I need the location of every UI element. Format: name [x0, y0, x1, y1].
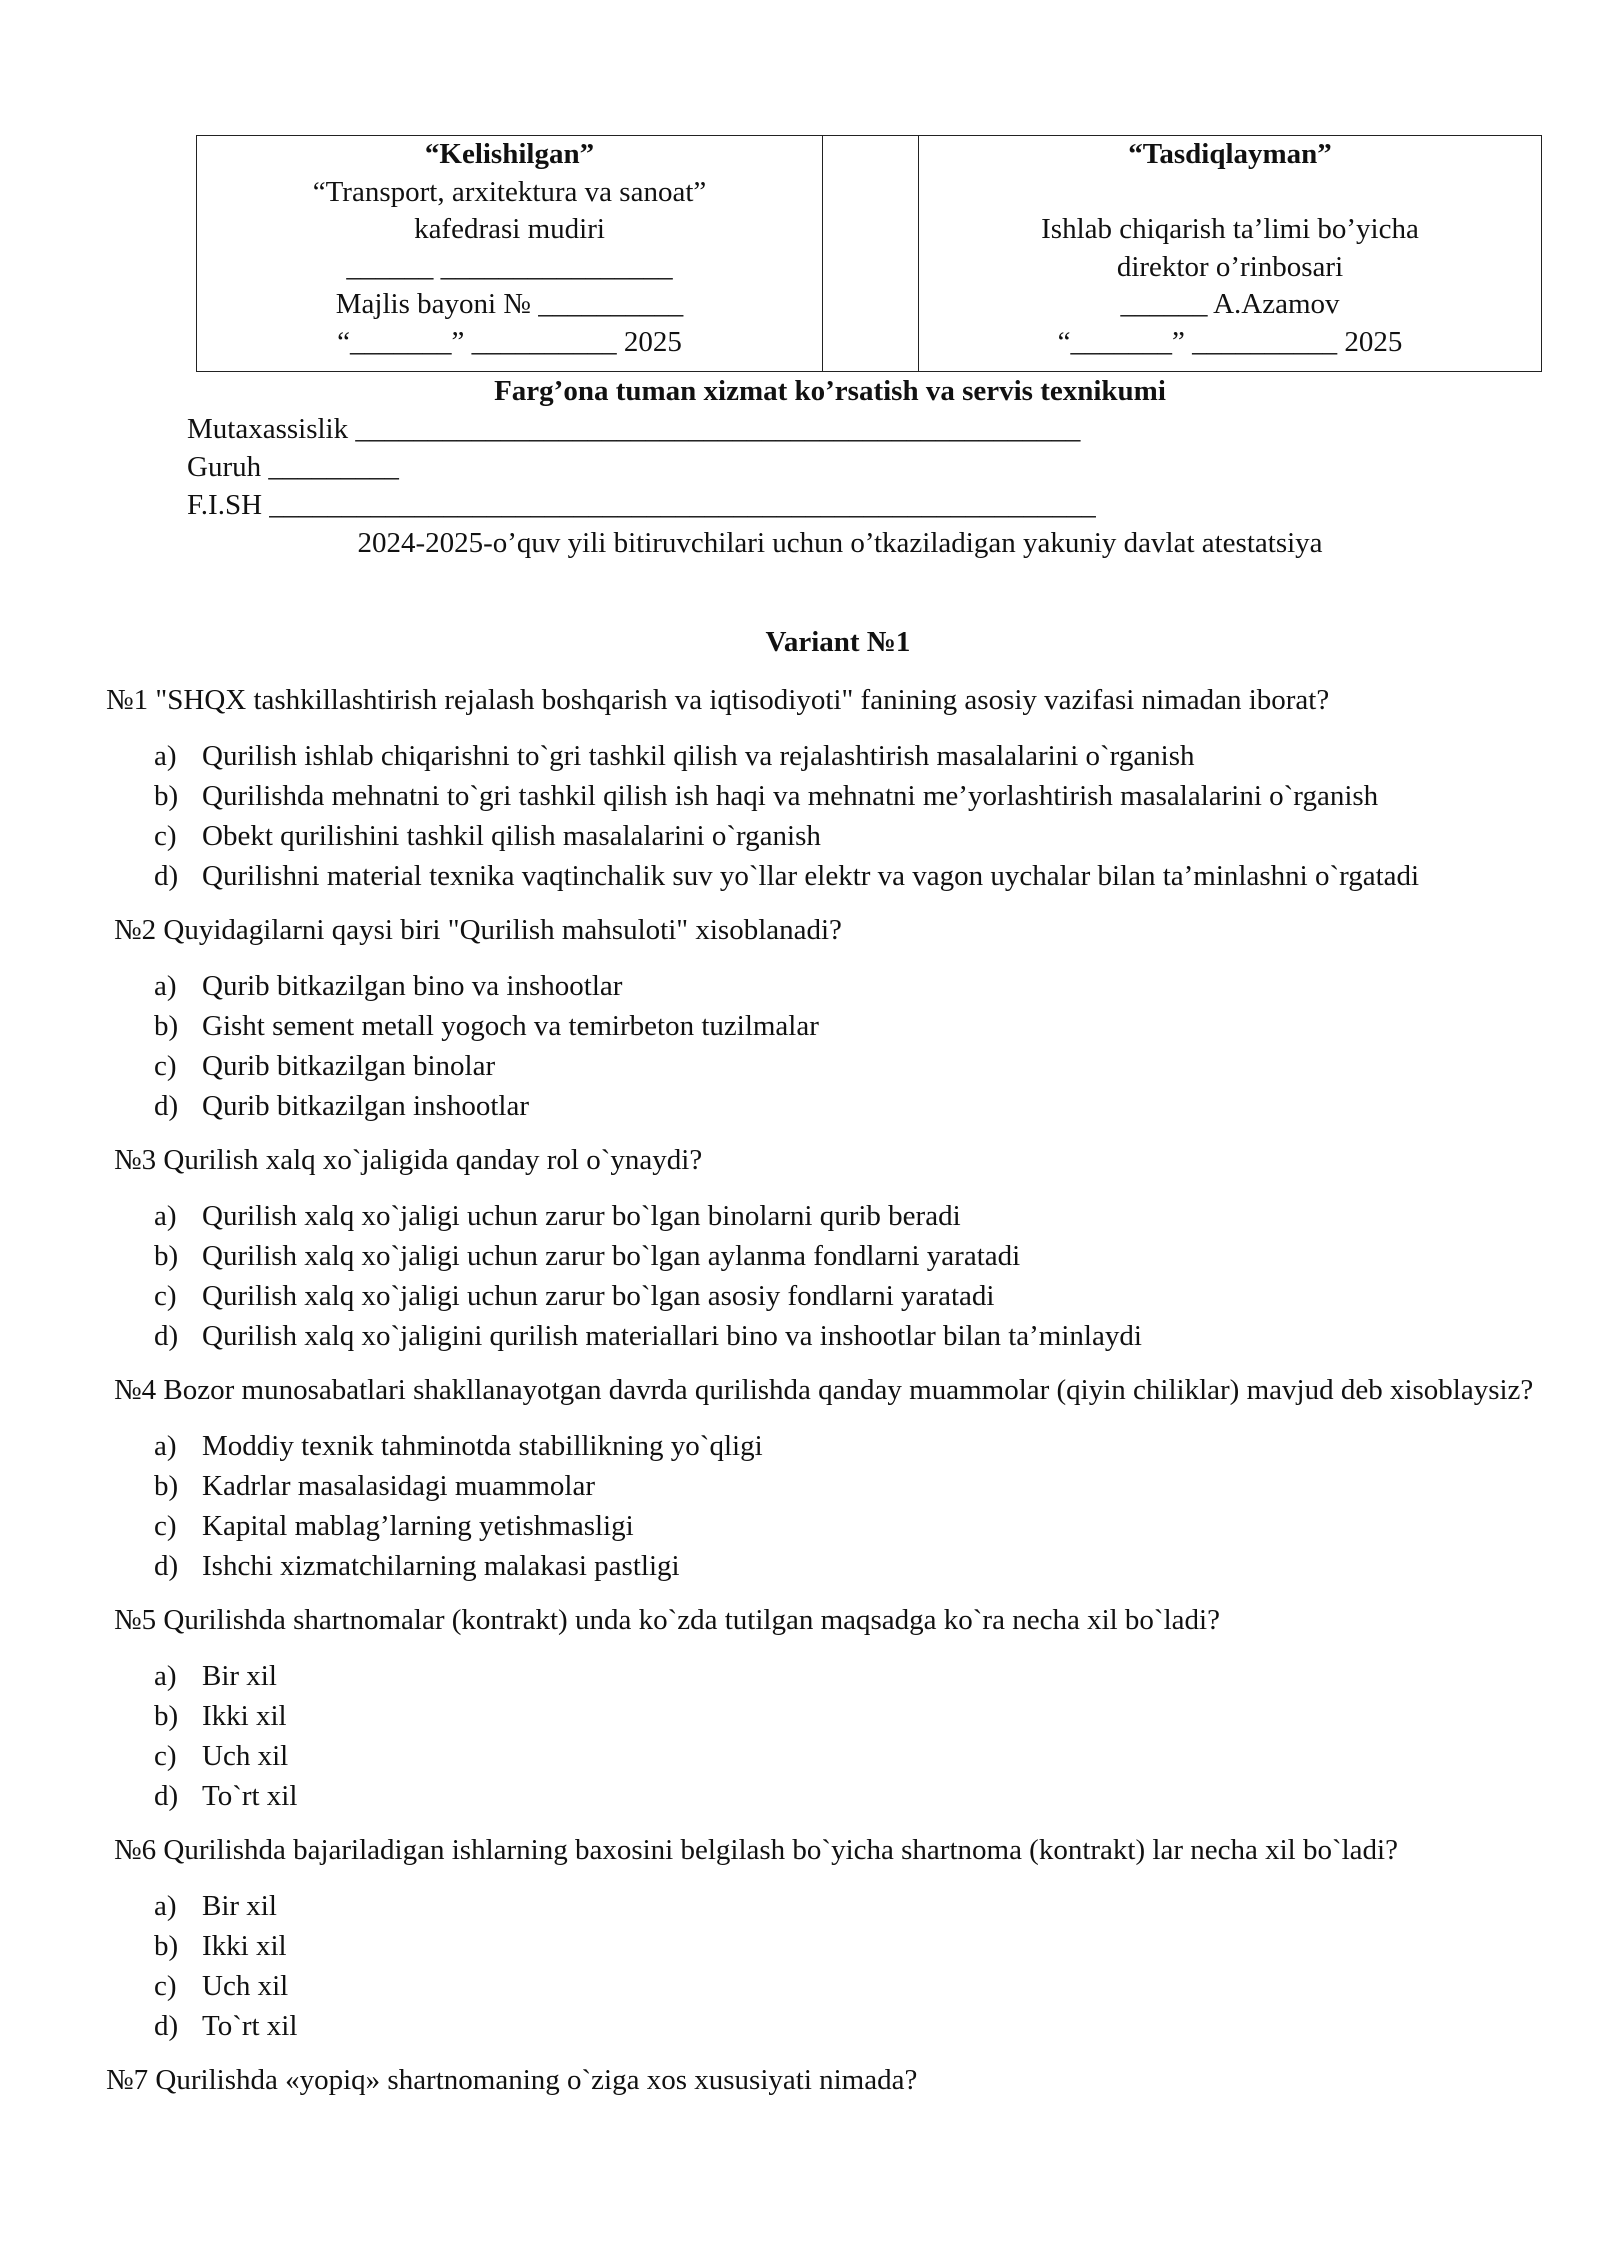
- approval-spacer-cell: [822, 136, 919, 371]
- option-text: Kadrlar masalasidagi muammolar: [202, 1470, 595, 1502]
- answer-option: [106, 856, 1576, 896]
- answer-options: [106, 966, 1576, 1126]
- answer-option: [106, 1196, 1576, 1236]
- option-text: Qurilish ishlab chiqarishni to`gri tashkil qilish va rejalashtirish masalalarini o`rganish: [202, 740, 1195, 772]
- option-text: Uch xil: [202, 1970, 289, 2002]
- answer-options: [106, 1426, 1576, 1586]
- option-text: Qurilishni material texnika vaqtinchalik suv yo`llar elektr va vagon uychalar bilan ta’minlashni o`rgatadi: [202, 860, 1420, 892]
- answer-option: [106, 1736, 1576, 1776]
- option-text: Kapital mablag’larning yetishmasligi: [202, 1510, 634, 1542]
- option-letter: c): [154, 1510, 177, 1542]
- approval-right-title: “Tasdiqlayman”: [1128, 138, 1332, 170]
- approval-left-line: kafedrasi mudiri: [414, 213, 605, 245]
- option-letter: c): [154, 820, 177, 852]
- answer-option: [106, 1886, 1576, 1926]
- approval-left-title: “Kelishilgan”: [424, 138, 595, 170]
- answer-option: [106, 1276, 1576, 1316]
- option-letter: a): [154, 740, 177, 772]
- answer-option: [106, 1086, 1576, 1126]
- approval-left-protocol-line: Majlis bayoni № __________: [335, 288, 684, 320]
- option-letter: a): [154, 970, 177, 1002]
- answer-options: [106, 1886, 1576, 2046]
- option-text: Moddiy texnik tahminotda stabillikning yo`qligi: [202, 1430, 763, 1462]
- option-letter: c): [154, 1280, 177, 1312]
- option-letter: b): [154, 1010, 179, 1042]
- answer-options: [106, 1656, 1576, 1816]
- option-letter: c): [154, 1740, 177, 1772]
- option-text: Ikki xil: [202, 1930, 287, 1962]
- answer-option: [106, 1006, 1576, 1046]
- option-letter: d): [154, 860, 179, 892]
- answer-option: [106, 1316, 1576, 1356]
- option-text: Gisht sement metall yogoch va temirbeton tuzilmalar: [202, 1010, 819, 1042]
- option-letter: b): [154, 1700, 179, 1732]
- option-letter: b): [154, 1240, 179, 1272]
- option-letter: a): [154, 1430, 177, 1462]
- approval-left-signature-line: ______ ________________: [346, 250, 673, 283]
- answer-option: [106, 1696, 1576, 1736]
- option-letter: b): [154, 780, 179, 812]
- approval-right-signature-line: ______ A.Azamov: [1120, 288, 1340, 320]
- specialty-field: Mutaxassislik __________________________________________________: [187, 413, 1081, 445]
- option-letter: a): [154, 1890, 177, 1922]
- option-letter: a): [154, 1660, 177, 1692]
- option-text: Qurilishda mehnatni to`gri tashkil qilish ish haqi va mehnatni me’yorlashtirish masalalarini o`rganish: [202, 780, 1379, 812]
- answer-option: [106, 966, 1576, 1006]
- answer-option: [106, 1546, 1576, 1586]
- option-text: Qurilish xalq xo`jaligi uchun zarur bo`lgan aylanma fondlarni yaratadi: [202, 1240, 1021, 1272]
- option-letter: c): [154, 1050, 177, 1082]
- question-text: №6 Qurilishda bajariladigan ishlarning baxosini belgilash bo`yicha shartnoma (kontrakt) lar necha xil bo`ladi?: [114, 1834, 1398, 1866]
- question-text: №1 "SHQX tashkillashtirish rejalash boshqarish va iqtisodiyoti" fanining asosiy vazifasi nimadan iborat?: [106, 684, 1330, 716]
- variant-heading: Variant №1: [765, 626, 911, 658]
- approval-left-date-line: “_______” __________ 2025: [337, 325, 682, 358]
- option-letter: a): [154, 1200, 177, 1232]
- option-text: To`rt xil: [202, 1780, 298, 1812]
- exam-subtitle: 2024-2025-o’quv yili bitiruvchilari uchun o’tkaziladigan yakuniy davlat atestatsiya: [357, 527, 1323, 559]
- approval-table: [196, 135, 1542, 372]
- option-letter: b): [154, 1470, 179, 1502]
- answer-option: [106, 1426, 1576, 1466]
- answer-options: [106, 1196, 1576, 1356]
- approval-left-line: “Transport, arxitektura va sanoat”: [312, 175, 707, 208]
- option-text: Qurib bitkazilgan inshootlar: [202, 1090, 529, 1122]
- option-text: Uch xil: [202, 1740, 289, 1772]
- question-text: №5 Qurilishda shartnomalar (kontrakt) unda ko`zda tutilgan maqsadga ko`ra necha xil bo`ladi?: [114, 1604, 1220, 1636]
- option-letter: d): [154, 1090, 179, 1122]
- answer-option: [106, 776, 1576, 816]
- option-text: Ishchi xizmatchilarning malakasi pastligi: [202, 1550, 680, 1582]
- option-letter: d): [154, 2010, 179, 2042]
- answer-option: [106, 816, 1576, 856]
- option-text: Bir xil: [202, 1890, 277, 1922]
- question-text: №2 Quyidagilarni qaysi biri "Qurilish mahsuloti" xisoblanadi?: [114, 914, 842, 946]
- option-text: Ikki xil: [202, 1700, 287, 1732]
- approval-right-line: Ishlab chiqarish ta’limi bo’yicha: [1041, 213, 1419, 245]
- option-letter: d): [154, 1780, 179, 1812]
- option-text: Qurilish xalq xo`jaligi uchun zarur bo`lgan binolarni qurib beradi: [202, 1200, 961, 1232]
- answer-option: [106, 2006, 1576, 2046]
- answer-option: [106, 1236, 1576, 1276]
- answer-option: [106, 1466, 1576, 1506]
- answer-option: [106, 1506, 1576, 1546]
- answer-option: [106, 1656, 1576, 1696]
- approval-right-cell: [919, 136, 1541, 371]
- option-letter: b): [154, 1930, 179, 1962]
- approval-right-line: direktor o’rinbosari: [1116, 250, 1344, 283]
- question-text: №4 Bozor munosabatlari shakllanayotgan davrda qurilishda qanday muammolar (qiyin chiliklar) mavjud deb xisoblaysiz?: [114, 1374, 1534, 1406]
- answer-option: [106, 1926, 1576, 1966]
- question-text: №7 Qurilishda «yopiq» shartnomaning o`ziga xos xususiyati nimada?: [106, 2064, 918, 2096]
- approval-right-date-line: “_______” __________ 2025: [1057, 325, 1403, 358]
- question-text: №3 Qurilish xalq xo`jaligida qanday rol o`ynaydi?: [114, 1144, 703, 1176]
- answer-option: [106, 1046, 1576, 1086]
- name-field: F.I.SH _________________________________________________________: [187, 489, 1096, 521]
- option-text: Bir xil: [202, 1660, 277, 1692]
- option-letter: d): [154, 1550, 179, 1582]
- option-text: Obekt qurilishini tashkil qilish masalalarini o`rganish: [202, 820, 821, 852]
- question-list: [106, 680, 1576, 2100]
- option-text: To`rt xil: [202, 2010, 298, 2042]
- answer-option: [106, 1966, 1576, 2006]
- option-text: Qurib bitkazilgan binolar: [202, 1050, 496, 1082]
- answer-option: [106, 1776, 1576, 1816]
- answer-option: [106, 736, 1576, 776]
- option-text: Qurilish xalq xo`jaligi uchun zarur bo`lgan asosiy fondlarni yaratadi: [202, 1280, 995, 1312]
- approval-left-cell: [197, 136, 822, 371]
- institution-title: Farg’ona tuman xizmat ko’rsatish va servis texnikumi: [494, 375, 1166, 407]
- option-letter: d): [154, 1320, 179, 1352]
- group-field: Guruh _________: [187, 451, 399, 483]
- option-text: Qurilish xalq xo`jaligini qurilish materiallari bino va inshootlar bilan ta’minlaydi: [202, 1320, 1142, 1352]
- option-letter: c): [154, 1970, 177, 2002]
- approval-right-line: [919, 174, 1541, 212]
- answer-options: [106, 736, 1576, 896]
- option-text: Qurib bitkazilgan bino va inshootlar: [202, 970, 623, 1002]
